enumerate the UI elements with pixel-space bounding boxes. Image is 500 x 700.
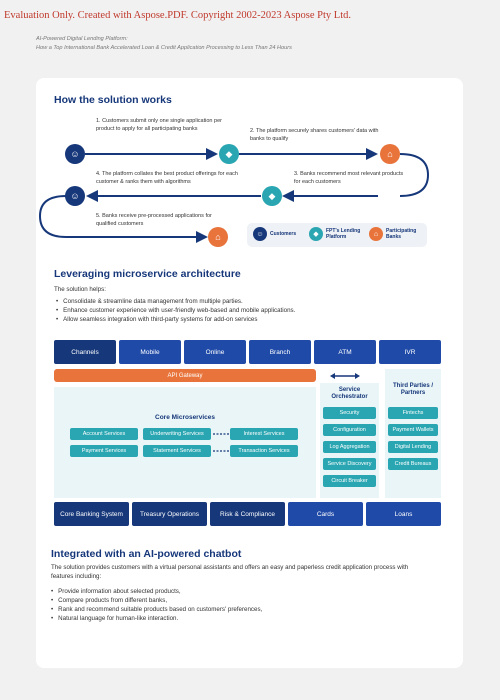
api-gateway: API Gateway	[54, 369, 316, 382]
orchestrator-item: Circuit Breaker	[323, 475, 376, 487]
list-item: • Natural language for human-like interaction.	[51, 614, 262, 623]
flow-legend	[247, 223, 427, 247]
section-title-chatbot: Integrated with an AI-powered chatbot	[51, 548, 242, 560]
step-1: 1. Customers submit only one single application per product to apply for all participating banks	[96, 118, 222, 132]
step-5: 5. Banks receive pre-processed applications for qualified customers	[96, 213, 212, 227]
core-system: Risk & Compliance	[210, 502, 285, 526]
orchestrator-item: Log Aggregation	[323, 441, 376, 453]
service-pill: Underwriting Services	[143, 428, 211, 440]
orchestrator-title: Service Orchestrator	[331, 387, 368, 400]
core-system: Core Banking System	[54, 502, 129, 526]
channel-ivr: IVR	[379, 340, 441, 364]
platform-icon: ◆	[262, 186, 282, 206]
service-pill: Transaction Services	[230, 445, 298, 457]
channel-label: Channels	[54, 340, 116, 364]
partner-item: Credit Bureaus	[388, 458, 438, 470]
platform-icon: ◆	[309, 227, 323, 241]
section-title-how: How the solution works	[54, 94, 172, 106]
service-pill: Payment Services	[70, 445, 138, 457]
section-title-microservices: Leveraging microservice architecture	[54, 268, 241, 280]
partner-item: Digital Lending	[388, 441, 438, 453]
legend-platform	[309, 227, 366, 241]
legend-label: Customers	[270, 231, 297, 237]
step-2: 2. The platform securely shares customers' data with banks to qualify	[250, 128, 379, 142]
core-system: Treasury Operations	[132, 502, 207, 526]
bank-icon: ⌂	[369, 227, 383, 241]
channel-atm: ATM	[314, 340, 376, 364]
service-connector	[211, 427, 230, 459]
watermark: Evaluation Only. Created with Aspose.PDF. Copyright 2002-2023 Aspose Pty Ltd.	[4, 10, 352, 21]
customers-icon: ☺	[253, 227, 267, 241]
bidirectional-arrow-icon	[330, 371, 360, 381]
list-item: • Rank and recommend suitable products based on customers' preferences,	[51, 605, 262, 614]
channels-row	[54, 340, 441, 364]
orchestrator-item: Security	[323, 407, 376, 419]
legend-label: Participating Banks	[386, 228, 417, 240]
header-title: AI-Powered Digital Lending Platform:	[36, 36, 128, 42]
bank-icon: ⌂	[380, 144, 400, 164]
content-card	[36, 78, 463, 668]
list-item: • Allow seamless integration with third-party systems for add-on services	[56, 315, 295, 324]
service-pill: Interest Services	[230, 428, 298, 440]
chatbot-bullets	[51, 587, 262, 623]
microservices-intro: The solution helps:	[54, 286, 106, 293]
chatbot-intro: The solution provides customers with a virtual personal assistants and offers an easy and paperless credit application process with features including:	[51, 564, 409, 580]
core-microservices-title: Core Microservices	[155, 414, 215, 421]
legend-banks	[369, 227, 424, 241]
core-system: Cards	[288, 502, 363, 526]
header-subtitle: How a Top International Bank Accelerated Loan & Credit Application Processing to Less Than 24 Hours	[36, 45, 292, 51]
service-orchestrator-box	[320, 383, 379, 498]
service-pill: Account Services	[70, 428, 138, 440]
partner-item: Fintechs	[388, 407, 438, 419]
orchestrator-item: Configuration	[323, 424, 376, 436]
microservices-bullets	[56, 297, 295, 324]
customers-icon: ☺	[65, 144, 85, 164]
third-parties-title: Third Parties / Partners	[392, 383, 433, 396]
legend-label: FPT's Lending Platform	[326, 228, 361, 240]
core-system: Loans	[366, 502, 441, 526]
legend-customers	[253, 227, 296, 241]
customers-icon: ☺	[65, 186, 85, 206]
step-4: 4. The platform collates the best product offerings for each customer & ranks them with algorithms	[96, 171, 238, 185]
bank-icon: ⌂	[208, 227, 228, 247]
list-item: • Compare products from different banks,	[51, 596, 262, 605]
orchestrator-item: Service Discovery	[323, 458, 376, 470]
platform-icon: ◆	[219, 144, 239, 164]
partner-item: Payment Wallets	[388, 424, 438, 436]
channel-online: Online	[184, 340, 246, 364]
channel-branch: Branch	[249, 340, 311, 364]
list-item: • Provide information about selected products,	[51, 587, 262, 596]
core-microservices-box	[54, 387, 316, 498]
service-pill: Statement Services	[143, 445, 211, 457]
document-header	[36, 35, 292, 53]
step-3: 3. Banks recommend most relevant products for each customers	[294, 171, 404, 185]
list-item: • Enhance customer experience with user-friendly web-based and mobile applications.	[56, 306, 295, 315]
channel-mobile: Mobile	[119, 340, 181, 364]
core-systems-row	[54, 502, 441, 526]
third-parties-box	[385, 369, 441, 498]
list-item: • Consolidate & streamline data management from multiple parties.	[56, 297, 295, 306]
